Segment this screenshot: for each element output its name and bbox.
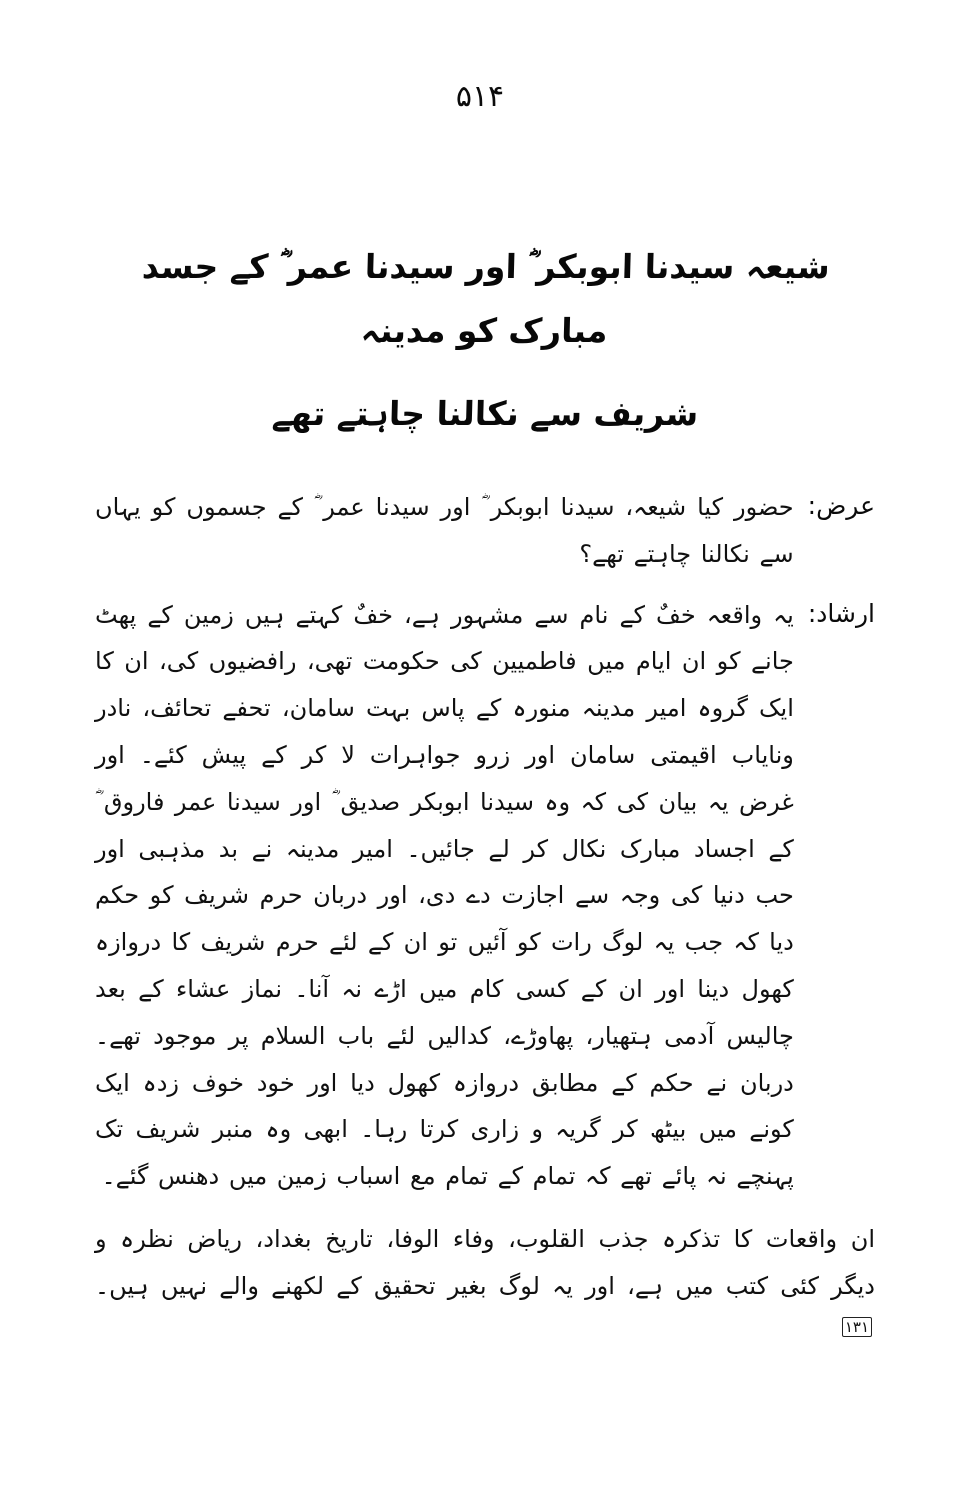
answer-label: ارشاد: xyxy=(807,598,875,628)
page-content xyxy=(95,235,875,1380)
answer-row xyxy=(95,592,875,1200)
question-answer-block xyxy=(95,484,875,1200)
closing-paragraph-text: ان واقعات کا تذکرہ جذب القلوب، وفاء الوفا، تاریخ بغداد، ریاض نظرہ و دیگر کئی کتب میں ہے، اور یہ لوگ بغیر تحقیق کے لکھنے والے نہیں ہیں۔ xyxy=(95,1224,875,1300)
page-heading-line-1: شیعہ سیدنا ابوبکر ؓ اور سیدنا عمر ؓ کے جسد مبارک کو مدینہ xyxy=(141,247,831,351)
question-text: حضور کیا شیعہ، سیدنا ابوبکر ؓ اور سیدنا عمر ؓ کے جسموں کو یہاں سے نکالنا چاہتے تھے؟ xyxy=(95,493,794,568)
answer-text: یہ واقعہ خفٌ کے نام سے مشہور ہے، خفٌ کہتے ہیں زمین کے پھٹ جانے کو ان ایام میں فاطمیین کی حکومت تھی، رافضیوں کی، ان کا ایک گروہ امیر مدینہ منورہ کے پاس بہت سامان، تحفے تحائف، نادر ونایاب اقیمتی سامان اور زرو جواہرات لا کر کے پیش کئے۔ اور غرض یہ بیان کی کہ وہ سیدنا ابوبکر صدیق ؓ اور سیدنا عمر فاروق ؓ کے اجساد مبارک نکال کر لے جائیں۔ امیر مدینہ نے بد مذہبی اور حب دنیا کی وجہ سے اجازت دے دی، اور دربان حرم شریف کو حکم دیا کہ جب یہ لوگ رات کو آئیں تو ان کے لئے حرم شریف کا دروازہ کھول دینا اور ان کے کسی کام میں اڑے نہ آنا۔ نماز عشاء کے بعد چالیس آدمی ہتھیار، پھاوڑے، کدالیں لئے باب السلام پر موجود تھے۔ دربان نے حکم کے مطابق دروازہ کھول دیا اور خود خوف زدہ ایک کونے میں بیٹھ کر گریہ و زاری کرتا رہا۔ ابھی وہ منبر شریف تک پہنچے نہ پائے تھے کہ تمام کے تمام مع اسباب زمین میں دھنس گئے۔ xyxy=(95,600,794,1191)
question-row xyxy=(95,484,875,578)
footnote-marker: ۱۳۱ xyxy=(842,1317,872,1337)
page-number: ۵۱۴ xyxy=(455,79,505,114)
closing-paragraph xyxy=(95,1216,875,1356)
page-heading-line-2: شریف سے نکالنا چاہتے تھے xyxy=(271,393,699,433)
question-label: عرض: xyxy=(807,491,875,521)
